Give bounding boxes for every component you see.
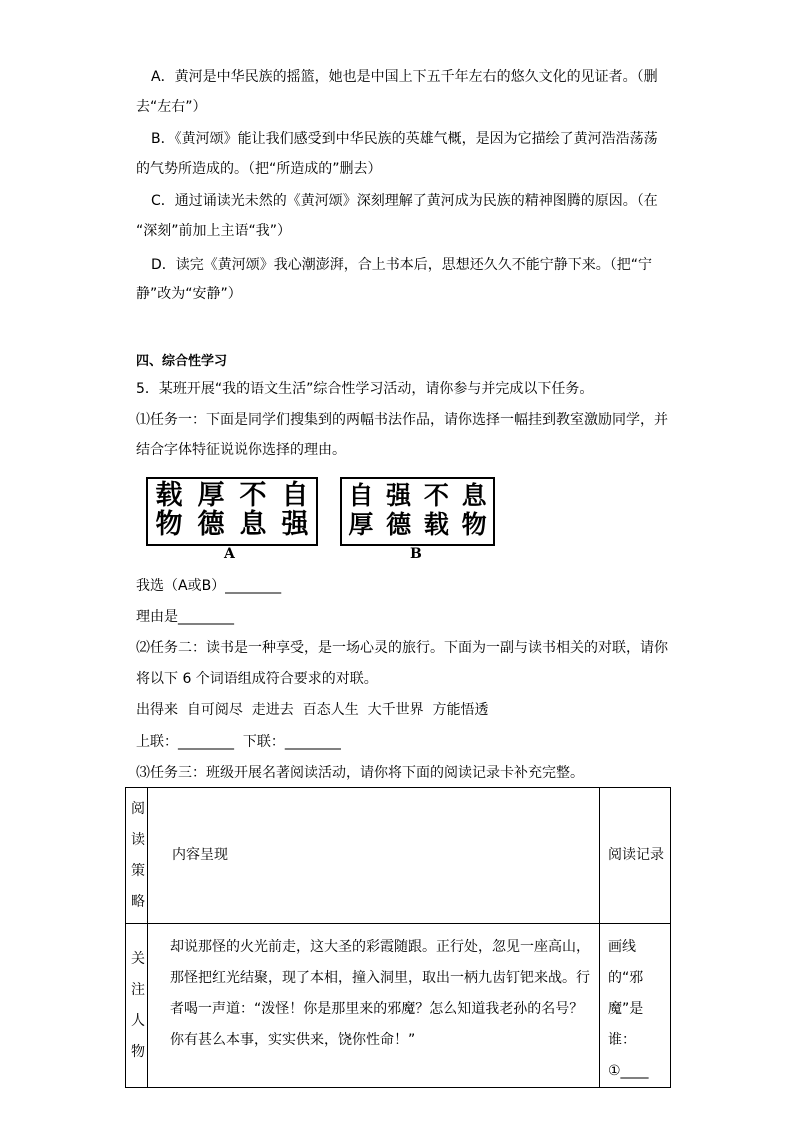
reading-record-table [125,787,671,1088]
task1-line1: ⑴任务一：下面是同学们搜集到的两幅书法作品，请你选择一幅挂到教室激励同学，并 [136,412,668,428]
calligraphy-a-label: A [224,546,235,562]
header-content-cell [148,788,600,924]
option-a-line2: 去“左右”） [136,99,207,115]
calligraphy-b-label: B [410,546,422,562]
header-record: 阅读记录 [608,847,664,863]
row-strategy: 关注人物 [131,950,145,1060]
option-d-line2: 静”改为“安静”） [136,286,242,302]
calligraphy-b-char: 德 [386,510,412,539]
option-d-line1: D．读完《黄河颂》我心潮澎湃，合上书本后，思想还久久不能宁静下来。（把“宁 [151,257,653,273]
calligraphy-a-char: 强 [281,509,309,540]
option-b-line1: B．《黄河颂》能让我们感受到中华民族的英雄气概，是因为它描绘了黄河浩浩荡荡 [151,131,658,147]
row-content-cell [148,924,600,1088]
calligraphy-b-char: 不 [423,481,449,510]
header-strategy: 阅读策略 [131,800,145,910]
row-content: 却说那怪的火光前走，这大圣的彩霞随跟。正行处，忽见一座高山，那怪把红光结聚，现了本相，撞入洞里，取出一柄九齿钉钯来战。行者喝一声道：“泼怪！你是那里来的邪魔？怎么知道我老孙的名号？你有甚么本事，实实供来，饶你性命！” [170,939,590,1048]
calligraphy-b-row1 [342,481,493,511]
calligraphy-a-char: 自 [281,480,309,511]
calligraphy-a-row1 [148,481,316,511]
calligraphy-a-char: 息 [239,509,267,540]
calligraphy-b-char: 厚 [348,510,374,539]
calligraphy-b-char: 息 [461,481,487,510]
calligraphy-a-row2 [148,510,316,540]
calligraphy-b-char: 载 [423,510,449,539]
option-c-line2: “深刻”前加上主语“我”） [136,223,292,239]
word-list: 出得来 自可阅尽 走进去 百态人生 大千世界 方能悟透 [136,702,489,718]
task1-line2: 结合字体特征说说你选择的理由。 [136,442,346,458]
calligraphy-b-char: 自 [348,481,374,510]
table-header-row [126,788,671,924]
calligraphy-b [340,477,495,546]
task2-line1: ⑵任务二：读书是一种享受，是一场心灵的旅行。下面为一副与读书相关的对联，请你 [136,640,668,656]
reason-line[interactable]: 理由是________ [136,609,234,625]
question-intro: 5．某班开展“我的语文生活”综合性学习活动，请你参与并完成以下任务。 [136,381,594,397]
section-heading: 四、综合性学习 [136,354,228,369]
calligraphy-a-char: 物 [155,509,183,540]
option-b-line2: 的气势所造成的。（把“所造成的”删去） [136,161,382,177]
task2-line2: 将以下 6 个词语组成符合要求的对联。 [136,671,378,687]
header-record-cell [600,788,671,924]
row-record-blank[interactable]: ①____ [608,1063,649,1079]
calligraphy-b-char: 强 [386,481,412,510]
couplet-line[interactable]: 上联：________ 下联：________ [136,734,341,750]
task3-line: ⑶任务三：班级开展名著阅读活动，请你将下面的阅读记录卡补充完整。 [136,765,584,781]
header-strategy-cell [126,788,148,924]
row-strategy-cell [126,924,148,1088]
row-record-cell [600,924,671,1088]
calligraphy-a [146,477,318,546]
option-a-line1: A．黄河是中华民族的摇篮，她也是中国上下五千年左右的悠久文化的见证者。（删 [151,69,658,85]
calligraphy-a-char: 德 [197,509,225,540]
calligraphy-a-char: 载 [155,480,183,511]
option-c-line1: C．通过诵读光未然的《黄河颂》深刻理解了黄河成为民族的精神图腾的原因。（在 [151,193,658,209]
calligraphy-a-char: 厚 [197,480,225,511]
header-content: 内容呈现 [172,847,228,863]
table-row [126,924,671,1088]
calligraphy-a-char: 不 [239,480,267,511]
choose-line[interactable]: 我选（A或B）________ [136,578,282,594]
row-record: 画线的“邪魔”是谁： [608,939,644,1048]
calligraphy-b-row2 [342,510,493,540]
calligraphy-b-char: 物 [461,510,487,539]
